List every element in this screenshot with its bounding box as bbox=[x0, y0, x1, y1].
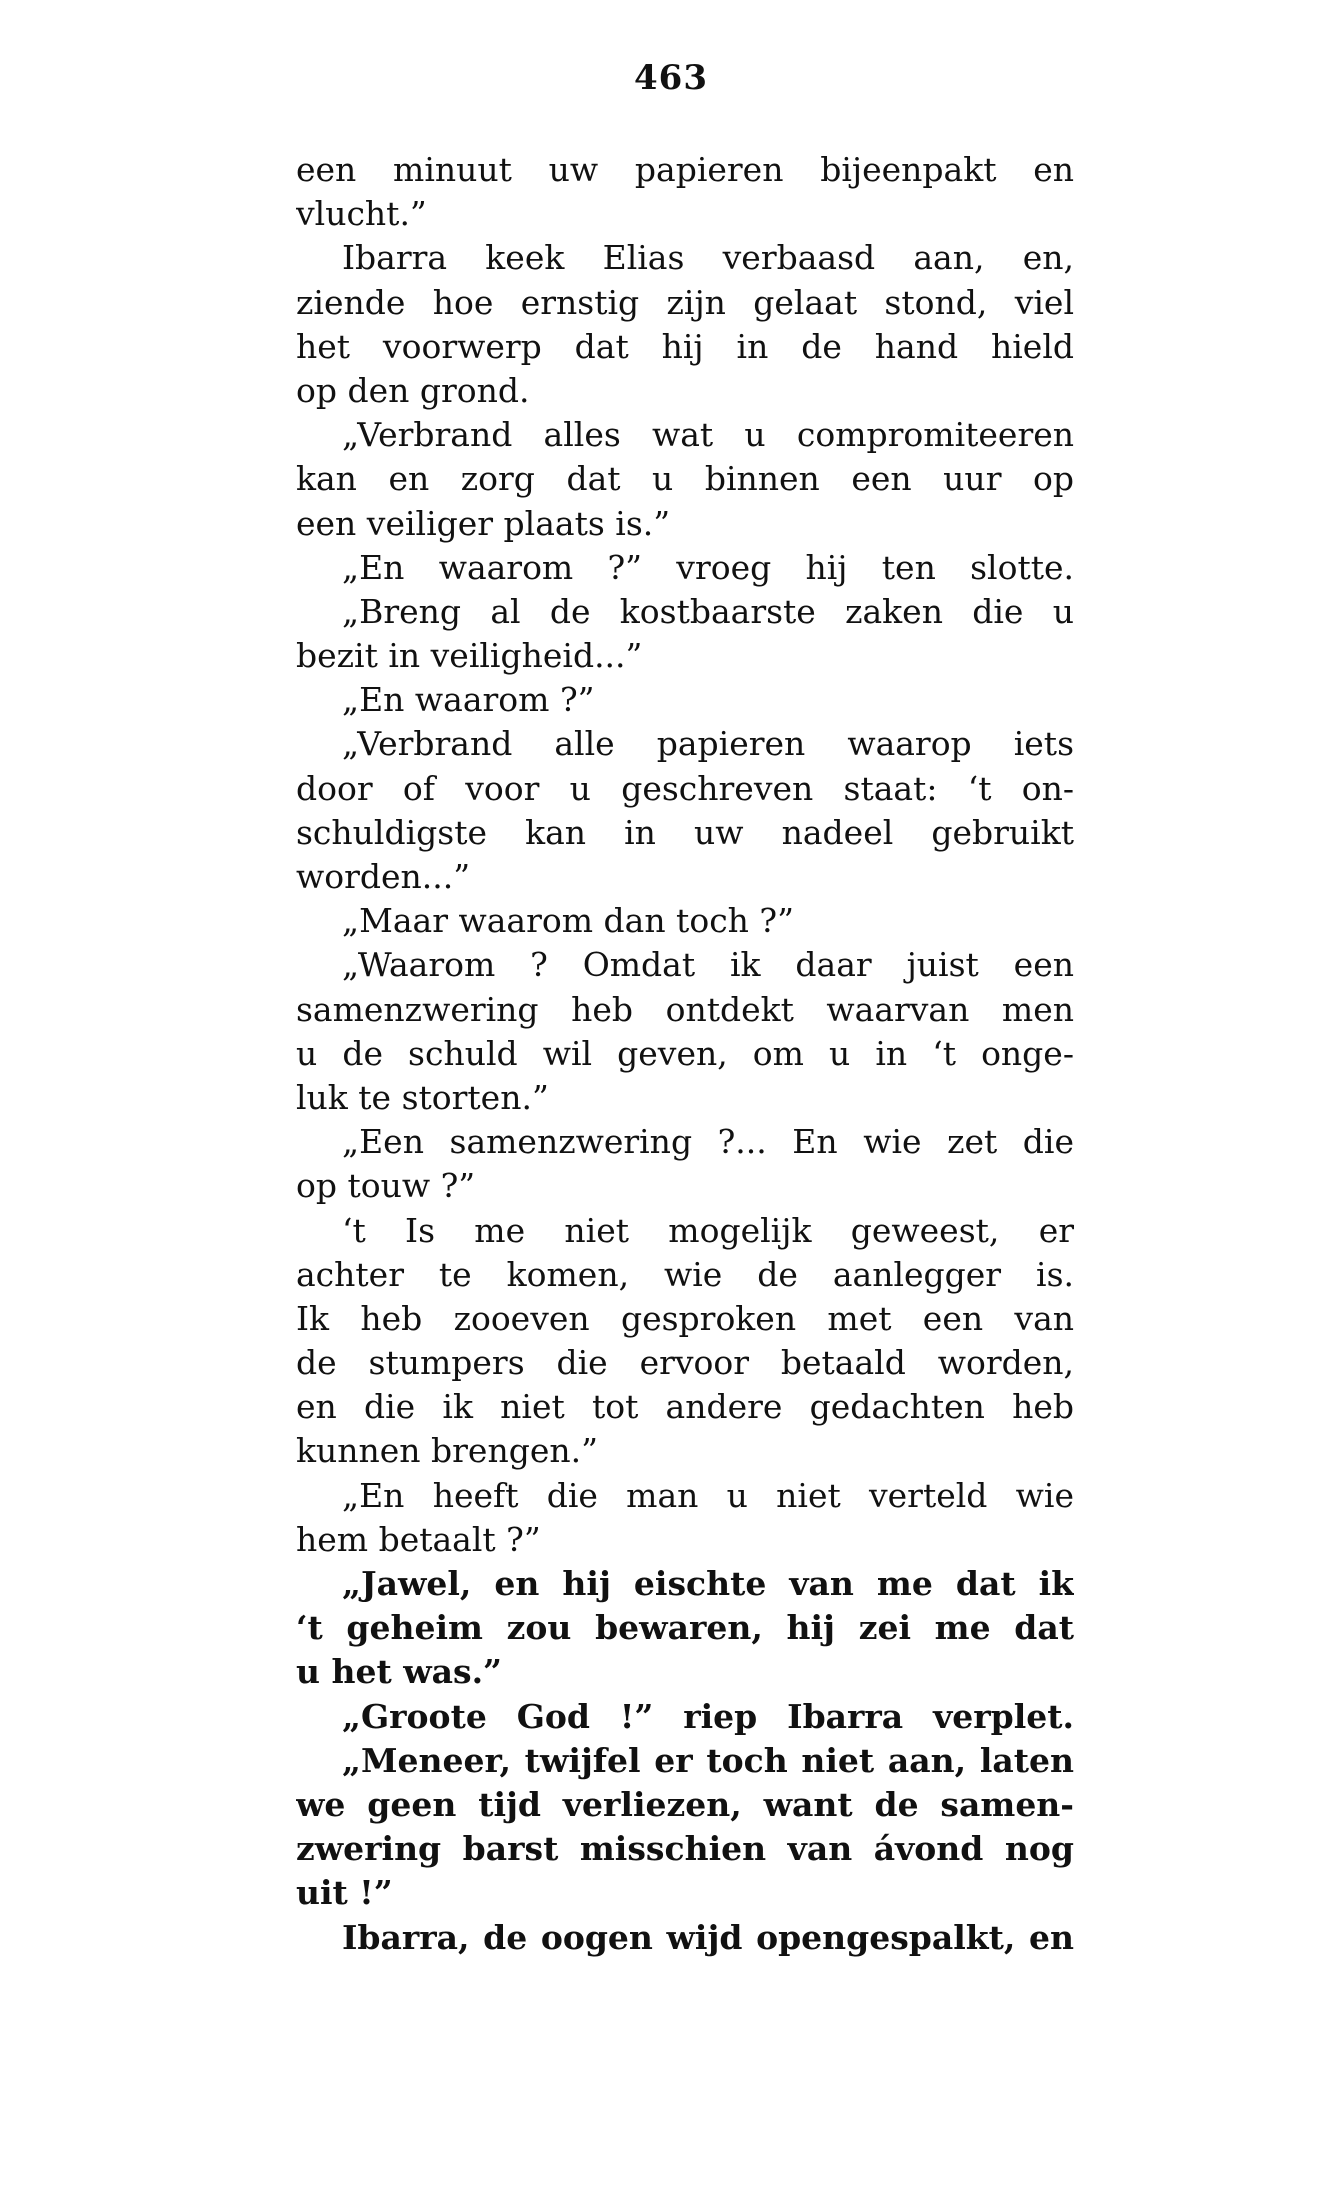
text-line: een minuut uw papieren bijeenpakt en bbox=[296, 150, 1074, 189]
text-line: een veiliger plaats is.” bbox=[296, 503, 671, 543]
text-line: samenzwering heb ontdekt waarvan men bbox=[296, 989, 1074, 1029]
text-line: schuldigste kan in uw nadeel gebruikt bbox=[296, 812, 1074, 852]
text-line: uit !” bbox=[296, 1873, 393, 1913]
body-text bbox=[296, 148, 1074, 1960]
text-line: luk te storten.” bbox=[296, 1077, 549, 1117]
text-line: het voorwerp dat hij in de hand hield bbox=[296, 326, 1074, 366]
text-line: we geen tijd verliezen, want de samen- bbox=[296, 1784, 1074, 1824]
text-line: en die ik niet tot andere gedachten heb bbox=[296, 1387, 1074, 1427]
text-line: achter te komen, wie de aanlegger is. bbox=[296, 1254, 1074, 1294]
text-line: door of voor u geschreven staat: ‘t on- bbox=[296, 768, 1074, 808]
text-line: „Verbrand alles wat u compromiteeren bbox=[342, 415, 1074, 455]
text-line: Ibarra, de oogen wijd opengespalkt, en bbox=[342, 1917, 1074, 1957]
text-line: op den grond. bbox=[296, 370, 530, 410]
text-line: „Meneer, twijfel er toch niet aan, laten bbox=[342, 1740, 1074, 1780]
text-line: kunnen brengen.” bbox=[296, 1431, 598, 1471]
text-line: ‘t geheim zou bewaren, hij zei me dat bbox=[296, 1608, 1074, 1648]
text-line: ‘t Is me niet mogelijk geweest, er bbox=[342, 1210, 1074, 1250]
text-line: „En heeft die man u niet verteld wie bbox=[342, 1475, 1074, 1515]
text-line: „En waarom ?” bbox=[342, 680, 595, 720]
text-line: de stumpers die ervoor betaald worden, bbox=[296, 1343, 1074, 1383]
page-number: 463 bbox=[634, 58, 708, 98]
text-line: bezit in veiligheid...” bbox=[296, 636, 643, 676]
text-line: op touw ?” bbox=[296, 1166, 476, 1206]
text-line: „Waarom ? Omdat ik daar juist een bbox=[342, 945, 1074, 985]
text-line: ziende hoe ernstig zijn gelaat stond, viel bbox=[296, 282, 1074, 322]
text-line: „Maar waarom dan toch ?” bbox=[342, 901, 794, 941]
text-line: „Verbrand alle papieren waarop iets bbox=[342, 724, 1074, 764]
text-line: kan en zorg dat u binnen een uur op bbox=[296, 459, 1074, 499]
text-line: „Een samenzwering ?... En wie zet die bbox=[342, 1122, 1074, 1162]
text-line: u de schuld wil geven, om u in ‘t onge- bbox=[296, 1033, 1074, 1073]
text-line: hem betaalt ?” bbox=[296, 1519, 541, 1559]
text-line: „Groote God !” riep Ibarra verplet. bbox=[342, 1696, 1074, 1736]
text-line: vlucht.” bbox=[296, 194, 427, 234]
text-line: „Breng al de kostbaarste zaken die u bbox=[342, 591, 1074, 631]
text-line: Ik heb zooeven gesproken met een van bbox=[296, 1298, 1074, 1338]
text-line: Ibarra keek Elias verbaasd aan, en, bbox=[342, 238, 1074, 278]
text-line: worden...” bbox=[296, 857, 471, 896]
text-line: u het was.” bbox=[296, 1652, 503, 1692]
text-line: „En waarom ?” vroeg hij ten slotte. bbox=[342, 547, 1074, 587]
text-line: zwering barst misschien van ávond nog bbox=[296, 1829, 1074, 1869]
text-line: „Jawel, en hij eischte van me dat ik bbox=[342, 1564, 1074, 1603]
